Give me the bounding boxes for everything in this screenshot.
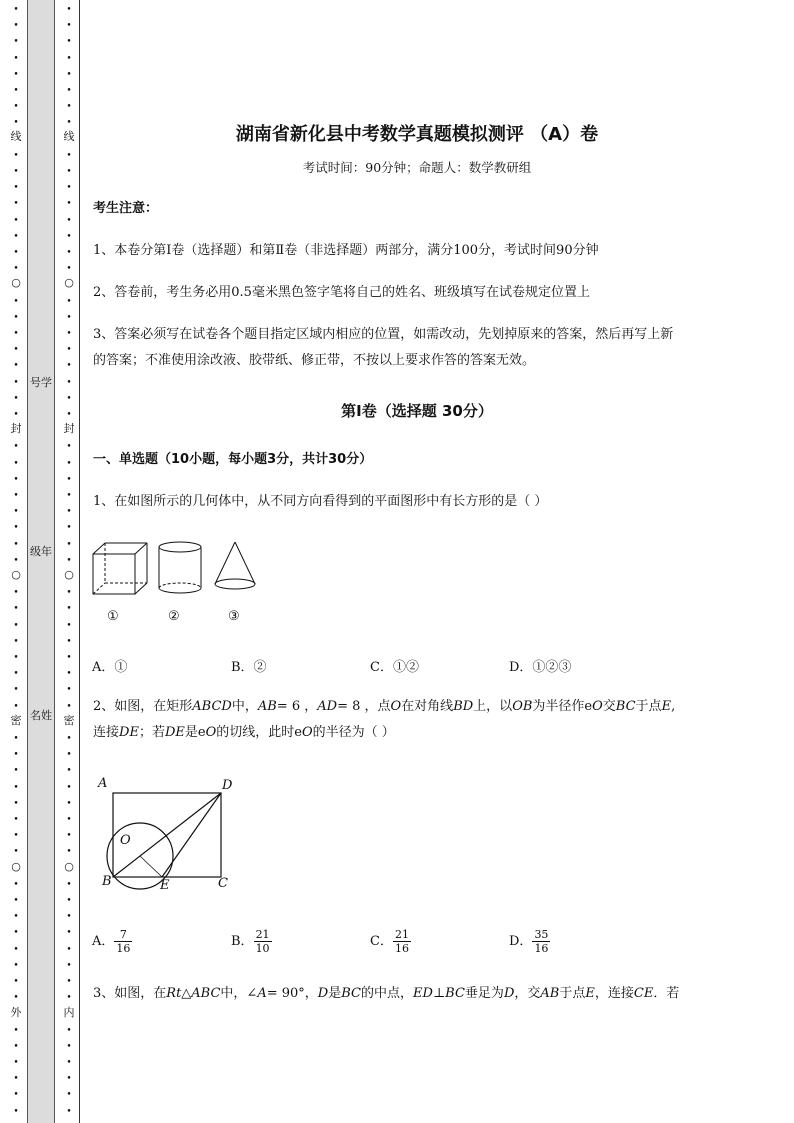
right-margin-dot: •	[66, 377, 72, 388]
binding-info-band	[27, 0, 55, 1123]
notice-heading: 考生注意：	[93, 201, 159, 216]
left-margin-dot: •	[13, 377, 19, 388]
right-margin-dot: •	[66, 86, 72, 96]
right-margin-dot: •	[66, 847, 72, 858]
left-margin-dot: •	[13, 766, 19, 777]
right-margin-dot: •	[66, 782, 72, 793]
right-margin-dot: •	[66, 555, 72, 566]
right-margin-dot: •	[66, 312, 72, 323]
right-margin-dot: •	[66, 1106, 72, 1117]
right-margin-dot: •	[66, 231, 72, 242]
left-margin-dot: •	[13, 458, 19, 469]
left-margin-dot: •	[13, 507, 19, 518]
right-margin-dot: •	[66, 928, 72, 939]
right-margin-seal-label: ○	[64, 860, 74, 873]
question-2-line2: 连接DE；若DE是eO的切线，此时eO的半径为（ ）	[93, 725, 395, 740]
point-e-label: E	[160, 878, 170, 893]
right-margin-dot: •	[66, 831, 72, 842]
notice-item-3-line1: 3、答案必须写在试卷各个题目指定区域内相应的位置，如需改动，先划掉原来的答案，然后再写上新	[93, 327, 674, 342]
left-margin-dot: •	[13, 1025, 19, 1036]
left-margin-seal-label: 线	[10, 130, 22, 143]
right-margin-dot: •	[66, 361, 72, 372]
notice-item-3-line2: 的答案；不准使用涂改液、胶带纸、修正带，不按以上要求作答的答案无效。	[93, 353, 536, 368]
left-margin-dot: •	[13, 539, 19, 550]
right-margin-dot: •	[66, 539, 72, 550]
right-margin-dot: •	[66, 1090, 72, 1101]
left-margin-dot: •	[13, 231, 19, 242]
right-margin-dot: •	[66, 798, 72, 809]
right-margin-seal-label: 线	[63, 130, 75, 143]
right-margin-dot: •	[66, 21, 72, 32]
right-margin-dot: •	[66, 766, 72, 777]
right-margin-dot: •	[66, 296, 72, 307]
right-margin-dot: •	[66, 604, 72, 615]
left-margin-dot: •	[13, 1041, 19, 1052]
right-margin-dot: •	[66, 5, 72, 15]
q1-option-a[interactable]: A．①	[92, 660, 128, 675]
left-margin-seal-label: 密	[10, 714, 22, 727]
left-margin-dot: •	[13, 329, 19, 339]
right-margin-dot: •	[66, 410, 72, 420]
right-margin-dot: •	[66, 491, 72, 501]
right-margin-dot: •	[66, 620, 72, 631]
right-margin-dot: •	[66, 588, 72, 599]
right-margin-dot: •	[66, 458, 72, 469]
left-margin-dot: •	[13, 442, 19, 453]
left-margin-dot: •	[13, 53, 19, 64]
left-margin-dot: •	[13, 491, 19, 501]
cube-shape	[93, 543, 147, 594]
point-a-label: A	[98, 776, 108, 791]
right-margin-dot: •	[66, 701, 72, 712]
part-heading: 一、单选题（10小题，每小题3分，共计30分）	[93, 452, 373, 467]
left-margin-dot: •	[13, 685, 19, 696]
right-margin-dot: •	[66, 977, 72, 987]
right-margin-dot: •	[66, 442, 72, 453]
q1-option-b[interactable]: B．②	[231, 660, 267, 675]
question-2-line1: 2、如图，在矩形ABCD中，AB= 6 ，AD= 8 ，点O在对角线BD上，以OB为半径作eO交BC于点E,	[93, 699, 676, 714]
right-margin-dot: •	[66, 264, 72, 275]
right-margin-dot: •	[66, 37, 72, 48]
left-margin-dot: •	[13, 1074, 19, 1085]
right-margin-dot: •	[66, 1025, 72, 1036]
right-margin-seal-label: 内	[63, 1006, 75, 1019]
left-margin-dot: •	[13, 993, 19, 1004]
left-margin-dot: •	[13, 928, 19, 939]
left-margin-dot: •	[13, 215, 19, 226]
point-o-label: O	[120, 833, 131, 848]
left-margin-dot: •	[13, 896, 19, 906]
right-margin-seal-label: ○	[64, 276, 74, 289]
left-margin-dot: •	[13, 345, 19, 356]
right-margin-dot: •	[66, 960, 72, 971]
cone-shape	[215, 542, 255, 589]
right-margin-dot: •	[66, 750, 72, 761]
right-margin-dot: •	[66, 248, 72, 258]
left-margin-dot: •	[13, 782, 19, 793]
exam-title: 湖南省新化县中考数学真题模拟测评 （A）卷	[235, 124, 599, 145]
right-margin-dot: •	[66, 118, 72, 129]
left-margin-dot: •	[13, 588, 19, 599]
right-margin-dot: •	[66, 815, 72, 825]
q2-option-b[interactable]: B． $\frac{21}{10}$	[231, 928, 270, 955]
cylinder-shape	[159, 542, 201, 593]
left-margin-seal-label: ○	[11, 860, 21, 873]
right-margin-dot: •	[66, 199, 72, 210]
left-margin-dot: •	[13, 248, 19, 258]
q1-option-c[interactable]: C．①②	[370, 660, 419, 675]
right-margin-dot: •	[66, 1058, 72, 1068]
right-margin-dot: •	[66, 993, 72, 1004]
left-margin-dot: •	[13, 37, 19, 48]
left-margin-dot: •	[13, 69, 19, 80]
right-margin-dot: •	[66, 879, 72, 890]
student-id-label: 号学	[30, 376, 52, 389]
left-margin-seal-label: ○	[11, 568, 21, 581]
left-margin-dot: •	[13, 620, 19, 631]
left-margin-dot: •	[13, 118, 19, 129]
right-margin-dot: •	[66, 102, 72, 113]
point-b-label: B	[102, 874, 112, 889]
right-margin-dot: •	[66, 1074, 72, 1085]
left-margin-dot: •	[13, 879, 19, 890]
left-margin-dot: •	[13, 264, 19, 275]
right-margin-dot: •	[66, 669, 72, 680]
right-margin-dot: •	[66, 523, 72, 534]
left-margin-dot: •	[13, 361, 19, 372]
section-title: 第I卷（选择题 30分）	[341, 402, 493, 420]
left-margin-dot: •	[13, 847, 19, 858]
right-margin-dot: •	[66, 345, 72, 356]
solids-figure	[88, 538, 278, 600]
point-c-label: C	[218, 876, 228, 891]
right-margin-seal-label: ○	[64, 568, 74, 581]
left-margin-dot: •	[13, 474, 19, 485]
left-margin-dot: •	[13, 912, 19, 923]
right-margin-dot: •	[66, 53, 72, 64]
right-margin-seal-label: 密	[63, 714, 75, 727]
left-margin-dot: •	[13, 199, 19, 210]
right-margin-dot: •	[66, 507, 72, 518]
left-margin-dot: •	[13, 831, 19, 842]
right-margin-dot: •	[66, 944, 72, 955]
exam-subtitle: 考试时间：90分钟；命题人：数学教研组	[302, 160, 532, 175]
solid-label-2: ②	[168, 609, 180, 624]
left-margin-dot: •	[13, 604, 19, 615]
left-margin-dot: •	[13, 86, 19, 96]
right-binding-margin	[62, 0, 76, 1123]
left-margin-dot: •	[13, 944, 19, 955]
right-margin-dot: •	[66, 69, 72, 80]
left-binding-margin	[9, 0, 23, 1123]
q1-option-d[interactable]: D．①②③	[509, 660, 572, 675]
left-margin-dot: •	[13, 798, 19, 809]
right-margin-dot: •	[66, 636, 72, 647]
segment-de	[162, 793, 221, 877]
question-3-stem: 3、如图，在Rt△ABC中，∠A= 90°，D是BC的中点，ED⊥BC垂足为D，交AB于点E，连接CE．若	[93, 986, 680, 1001]
left-margin-dot: •	[13, 167, 19, 177]
left-margin-dot: •	[13, 815, 19, 825]
right-margin-dot: •	[66, 1041, 72, 1052]
left-margin-dot: •	[13, 150, 19, 161]
left-margin-dot: •	[13, 296, 19, 307]
left-margin-dot: •	[13, 102, 19, 113]
radius-oe	[140, 856, 162, 877]
right-margin-dot: •	[66, 167, 72, 177]
right-margin-dot: •	[66, 215, 72, 226]
left-margin-seal-label: 外	[10, 1006, 22, 1019]
question-1-stem: 1、在如图所示的几何体中，从不同方向看得到的平面图形中有长方形的是（ ）	[93, 494, 548, 509]
left-margin-dot: •	[13, 734, 19, 744]
right-margin-dot: •	[66, 474, 72, 485]
left-margin-dot: •	[13, 183, 19, 194]
left-margin-dot: •	[13, 750, 19, 761]
left-margin-dot: •	[13, 555, 19, 566]
solid-label-3: ③	[228, 609, 240, 624]
right-margin-dot: •	[66, 183, 72, 194]
right-margin-dot: •	[66, 329, 72, 339]
q2-option-c[interactable]: C． $\frac{21}{16}$	[370, 928, 409, 955]
name-label: 名姓	[30, 709, 52, 722]
left-margin-dot: •	[13, 5, 19, 15]
right-margin-dot: •	[66, 150, 72, 161]
point-d-label: D	[222, 778, 233, 793]
left-margin-dot: •	[13, 1090, 19, 1101]
solid-label-1: ①	[107, 609, 119, 624]
left-margin-dot: •	[13, 21, 19, 32]
left-margin-dot: •	[13, 1058, 19, 1068]
right-margin-dot: •	[66, 393, 72, 404]
left-margin-dot: •	[13, 1106, 19, 1117]
left-margin-dot: •	[13, 523, 19, 534]
right-margin-dot: •	[66, 734, 72, 744]
q2-option-a[interactable]: A． $\frac{7}{16}$	[92, 928, 131, 955]
notice-item-1: 1、本卷分第I卷（选择题）和第Ⅱ卷（非选择题）两部分，满分100分，考试时间90分钟	[93, 243, 599, 258]
right-margin-dot: •	[66, 912, 72, 923]
left-margin-dot: •	[13, 393, 19, 404]
grade-label: 级年	[30, 545, 52, 558]
notice-item-2: 2、答卷前，考生务必用0.5毫米黑色签字笔将自己的姓名、班级填写在试卷规定位置上	[93, 285, 590, 300]
left-margin-dot: •	[13, 636, 19, 647]
q2-option-d[interactable]: D． $\frac{35}{16}$	[509, 928, 549, 955]
left-margin-dot: •	[13, 653, 19, 663]
left-margin-dot: •	[13, 977, 19, 987]
left-margin-dot: •	[13, 701, 19, 712]
left-margin-dot: •	[13, 312, 19, 323]
right-margin-dot: •	[66, 896, 72, 906]
margin-border-line	[79, 0, 80, 1123]
left-margin-seal-label: ○	[11, 276, 21, 289]
left-margin-dot: •	[13, 669, 19, 680]
left-margin-dot: •	[13, 410, 19, 420]
right-margin-dot: •	[66, 653, 72, 663]
left-margin-seal-label: 封	[10, 422, 22, 435]
right-margin-dot: •	[66, 685, 72, 696]
left-margin-dot: •	[13, 960, 19, 971]
right-margin-seal-label: 封	[63, 422, 75, 435]
